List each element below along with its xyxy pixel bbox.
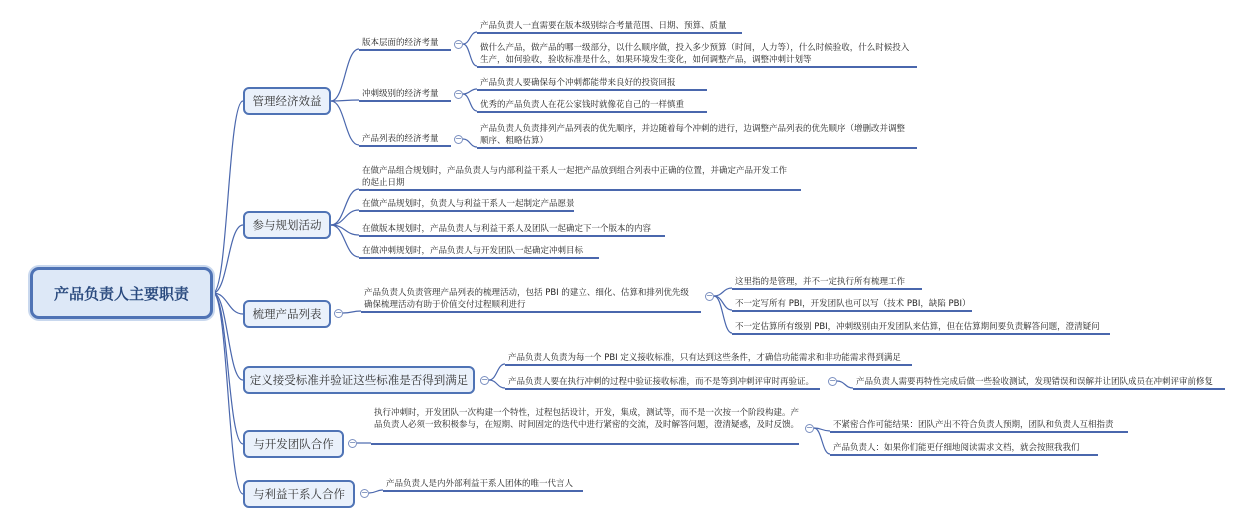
note-node[interactable]: 这里指的是管理，并不一定执行所有梳理工作 [735, 277, 906, 287]
connector-line [213, 101, 243, 293]
leaf-node[interactable]: 产品负责人是内外部利益干系人团体的唯一代言人 [386, 479, 574, 489]
leaf-node[interactable]: 产品负责人要确保每个冲刺都能带来良好的投资回报 [480, 78, 676, 88]
leaf-node[interactable]: 产品负责人要在执行冲刺的过程中验证接收标准，而不是等到冲刺评审时再验证。 [508, 377, 815, 387]
collapse-toggle-icon[interactable]: − [455, 39, 462, 48]
note-node[interactable]: 不紧密合作可能结果：团队产出不符合负责人预期，团队和负责人互相指责 [833, 420, 1114, 430]
leaf-node[interactable]: 在做产品规划时，负责人与利益干系人一起制定产品愿景 [362, 199, 575, 209]
connector-line [369, 490, 383, 493]
note-node[interactable]: 不一定写所有 PBI，开发团队也可以写（技术 PBI，缺陷 PBI） [735, 299, 971, 309]
leaf-node[interactable]: 执行冲刺时，开发团队一次构建一个特性，过程包括设计，开发，集成，测试等，而不是一次按一个阶段构建。产品负责人必须一致积极参与，在短期、时间固定的迭代中进行紧密的交流，及时解答问题，澄清疑惑，及时反馈。 [374, 408, 800, 430]
connector-line [331, 49, 359, 101]
connector-line [837, 381, 853, 388]
connector-line [463, 94, 477, 111]
leaf-node[interactable]: 在做产品组合规划时，产品负责人与内部利益干系人一起把产品放到组合列表中正确的位置，并确定产品开发工作的起止日期 [362, 166, 788, 188]
leaf-node[interactable]: 产品负责人负责排列产品列表的优先顺序，并边随着每个冲刺的进行，边调整产品列表的优先顺序（增删改并调整顺序、粗略估算） [480, 124, 906, 146]
leaf-node[interactable]: 产品负责人负责管理产品列表的梳理活动，包括 PBI 的建立、细化、估算和排列优先级确保梳理活动有助于价值交付过程顺利进行 [364, 288, 689, 310]
leaf-node[interactable]: 在做冲刺规划时，产品负责人与开发团队一起确定冲刺目标 [362, 246, 584, 256]
collapse-toggle-icon[interactable]: − [349, 438, 356, 447]
connector-line [714, 288, 732, 296]
leaf-node[interactable]: 在做版本规划时，产品负责人与利益干系人及团队一起确定下一个版本的内容 [362, 224, 652, 234]
connector-line [213, 293, 243, 444]
collapse-toggle-icon[interactable]: − [829, 376, 836, 385]
note-node[interactable]: 产品负责人需要再特性完成后做一些验收测试，发现错误和误解并让团队成员在冲刺评审前修复 [856, 377, 1214, 387]
collapse-toggle-icon[interactable]: − [706, 291, 713, 300]
connector-line [814, 428, 830, 454]
connector-line [213, 225, 243, 293]
connector-line [343, 311, 361, 313]
connector-line [489, 364, 505, 380]
category-node[interactable]: 定义接受标准并验证这些标准是否得到满足 [243, 366, 475, 394]
collapse-toggle-icon[interactable]: − [455, 89, 462, 98]
collapse-toggle-icon[interactable]: − [806, 423, 813, 432]
leaf-node[interactable]: 做什么产品，做产品的哪一级部分，以什么顺序做，投入多少预算（时间，人力等），什么时候验收，什么时候投入生产，如何验收，验收标准是什么，如果环境发生变化，如何调整产品，调整冲刺计划等 [480, 43, 910, 65]
connector-line [463, 32, 477, 44]
connector-line [463, 89, 477, 94]
note-node[interactable]: 产品负责人：如果你们能更仔细地阅读需求文档，就会按照我我们 [833, 443, 1080, 453]
category-node[interactable]: 参与规划活动 [243, 211, 331, 239]
collapse-toggle-icon[interactable]: − [361, 488, 368, 497]
leaf-node[interactable]: 产品负责人负责为每一个 PBI 定义接收标准，只有达到这些条件，才确信功能需求和非功能需求得到满足 [508, 353, 901, 363]
connector-line [331, 101, 359, 145]
leaf-node[interactable]: 优秀的产品负责人在花公家钱时就像花自己的一样慎重 [480, 100, 685, 110]
subtopic-label[interactable]: 产品列表的经济考量 [362, 134, 439, 144]
note-node[interactable]: 不一定估算所有级别 PBI，冲刺级别由开发团队来估算，但在估算期间要负责解答问题，澄清疑问 [735, 322, 1100, 332]
collapse-toggle-icon[interactable]: − [335, 308, 342, 317]
subtopic-label[interactable]: 版本层面的经济考量 [362, 38, 439, 48]
subtopic-label[interactable]: 冲刺级别的经济考量 [362, 89, 439, 99]
category-node[interactable]: 管理经济效益 [243, 87, 331, 115]
category-node[interactable]: 梳理产品列表 [243, 300, 331, 328]
connector-line [331, 210, 359, 225]
connector-line [213, 293, 243, 494]
collapse-toggle-icon[interactable]: − [455, 134, 462, 143]
connector-line [714, 296, 732, 333]
connector-line [463, 44, 477, 66]
leaf-node[interactable]: 产品负责人一直需要在版本级别综合考量范围、日期、预算、质量 [480, 21, 727, 31]
category-node[interactable]: 与开发团队合作 [243, 430, 344, 458]
category-node[interactable]: 与利益干系人合作 [243, 480, 355, 508]
connector-line [463, 139, 477, 147]
root-node[interactable]: 产品负责人主要职责 [30, 267, 213, 319]
connector-line [489, 380, 505, 388]
connector-line [331, 100, 359, 101]
connector-line [331, 189, 359, 225]
collapse-toggle-icon[interactable]: − [481, 375, 488, 384]
